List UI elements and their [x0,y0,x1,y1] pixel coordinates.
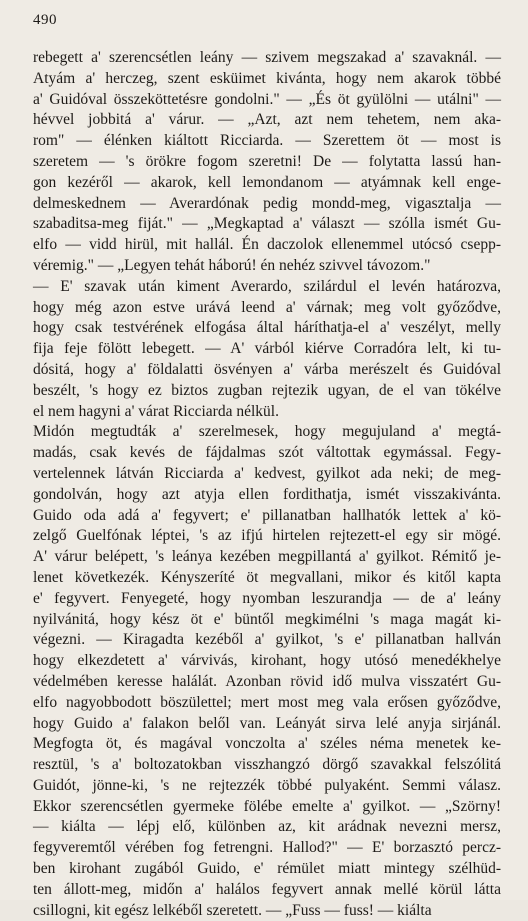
text-line: hogy elkezdetett a' várvivás, kirohant, hogy utósó menedékhelye [33,652,501,670]
text-line: vertelennek látván Ricciarda a' kedvest, gyilkot ada neki; de meg- [33,464,501,482]
text-line: — E' szavak után kiment Averardo, szilárdul el levén határozva, [33,277,501,295]
text-line: rom" — élénken kiáltott Ricciarda. — Szerettem öt — most is [33,132,501,150]
text-line: gondolván, hogy azt atyja ellen fordithatja, ismét visszakivánta. [33,485,501,503]
text-line: Megfogta öt, és magával vonczolta a' széles néma menetek ke- [33,735,501,753]
text-line: fija feje fölött lebegett. — A' várból kiérve Corradóra lelt, ki tu- [33,340,501,358]
text-line: Guidót, jönne-ki, 's ne rejtezzék többé pulyaként. Semmi válasz. [33,776,501,794]
text-line: zelgő Guelfónak léptei, 's az ifjú hirtelen rejtezett-el egy sir mögé. [33,527,501,545]
text-line: el nem hagyni a' várat Ricciarda nélkül. [33,402,279,420]
text-line: hévvel jobbitá a' várur. — „Azt, azt nem tehetem, nem aka- [33,111,501,129]
text-line: lenet következék. Kényszeríté öt megvallani, mikor és kitől kapta [33,568,501,586]
text-line: ben kirohant zugából Guido, e' rémület miatt mintegy szélhüd- [33,860,501,878]
text-line: beszélt, 's hogy ez biztos zugban rejtezik ugyan, de el van tökélve [33,381,501,399]
text-line: hogy még azon estve urává leend a' várnak; meg volt győződve, [33,298,501,316]
text-line: gon kezéről — akarok, kell lemondanom — atyámnak kell enge- [33,173,501,191]
text-line: dósitá, hogy a' földalatti ösvényen a' várba merészelt és Guidóval [33,360,501,378]
text-line: Midón megtudták a' szerelmesek, hogy megujuland a' megtá- [33,423,501,441]
text-line: nyilvánitá, hogy kész öt e' büntől megkimélni 's maga magát ki- [33,610,501,628]
text-line: Ekkor szerencsétlen gyermeke fölébe emelte a' gyilkot. — „Szörny! [33,797,501,815]
text-line: a' Guidóval összeköttetésre gondolni." — „És öt gyülölni — utálni" — [33,90,501,108]
body-text [33,48,501,921]
text-line: végezni. — Kiragadta kezéből a' gyilkot, 's e' pillanatban hallván [33,631,501,649]
page-number: 490 [33,12,57,28]
text-line: elfo nagyobbodott böszülettel; mert most meg vala erősen győződve, [33,693,501,711]
text-line: madás, csak kevés de fájdalmas szót váltottak egymással. Fegy- [33,444,501,462]
text-line: szeretem — 's örökre fogom szeretni! De — folytatta lassú han- [33,152,501,170]
text-line: Guido oda adá a' fegyvert; e' pillanatban hallhatók lettek a' kö- [33,506,501,524]
text-line: védelmében keresse halálát. Azonban rövid idő mulva visszatért Gu- [33,672,501,690]
text-line: resztül, 's a' boltozatokban visszhangzó dörgő szavakkal felszólitá [33,756,501,774]
text-line: ten állott-meg, midőn a' halálos fegyvert annak mellé körül látta [33,880,501,898]
text-line: fegyveremtől vérében fog fetrengni. Hallod?" — E' borzasztó percz- [33,839,501,857]
text-line: — kiálta — lépj elő, különben az, kit arádnak nevezni mersz, [33,818,501,836]
text-line: e' fegyvert. Fenyegeté, hogy nyomban leszurandja — de a' leány [33,589,501,607]
text-line: csillogni, kit egész lelkéből szeretett. — „Fuss — fuss! — kiálta [33,901,432,919]
text-line: A' várur belépett, 's leánya kezében megpillantá a' gyilkot. Rémitő je- [33,548,501,566]
text-line: hogy csak testvérének elfogása által háríthatja-el a' veszélyt, melly [33,319,501,337]
text-line: rebegett a' szerencsétlen leány — szivem megszakad a' szavaknál. — [33,49,501,66]
text-line: véremig." — „Legyen tehát háború! én nehéz szivvel távozom." [33,256,431,274]
text-line: hogy Guido a' falakon belől van. Leányát sirva lelé anyja sirjánál. [33,714,501,732]
text-line: elfo — vidd hirül, mit hallál. Én daczolok ellenemmel utócsó csepp- [33,236,501,254]
text-line: szabaditsa-meg fiját." — „Megkaptad a' választ — szólla ismét Gu- [33,215,501,233]
text-line: delmeskednem — Averardónak pedig mondd-meg, vigasztalja — [33,194,501,212]
text-line: Atyám a' herczeg, szent esküimet kivánta, hogy nem akarok többé [33,69,501,87]
